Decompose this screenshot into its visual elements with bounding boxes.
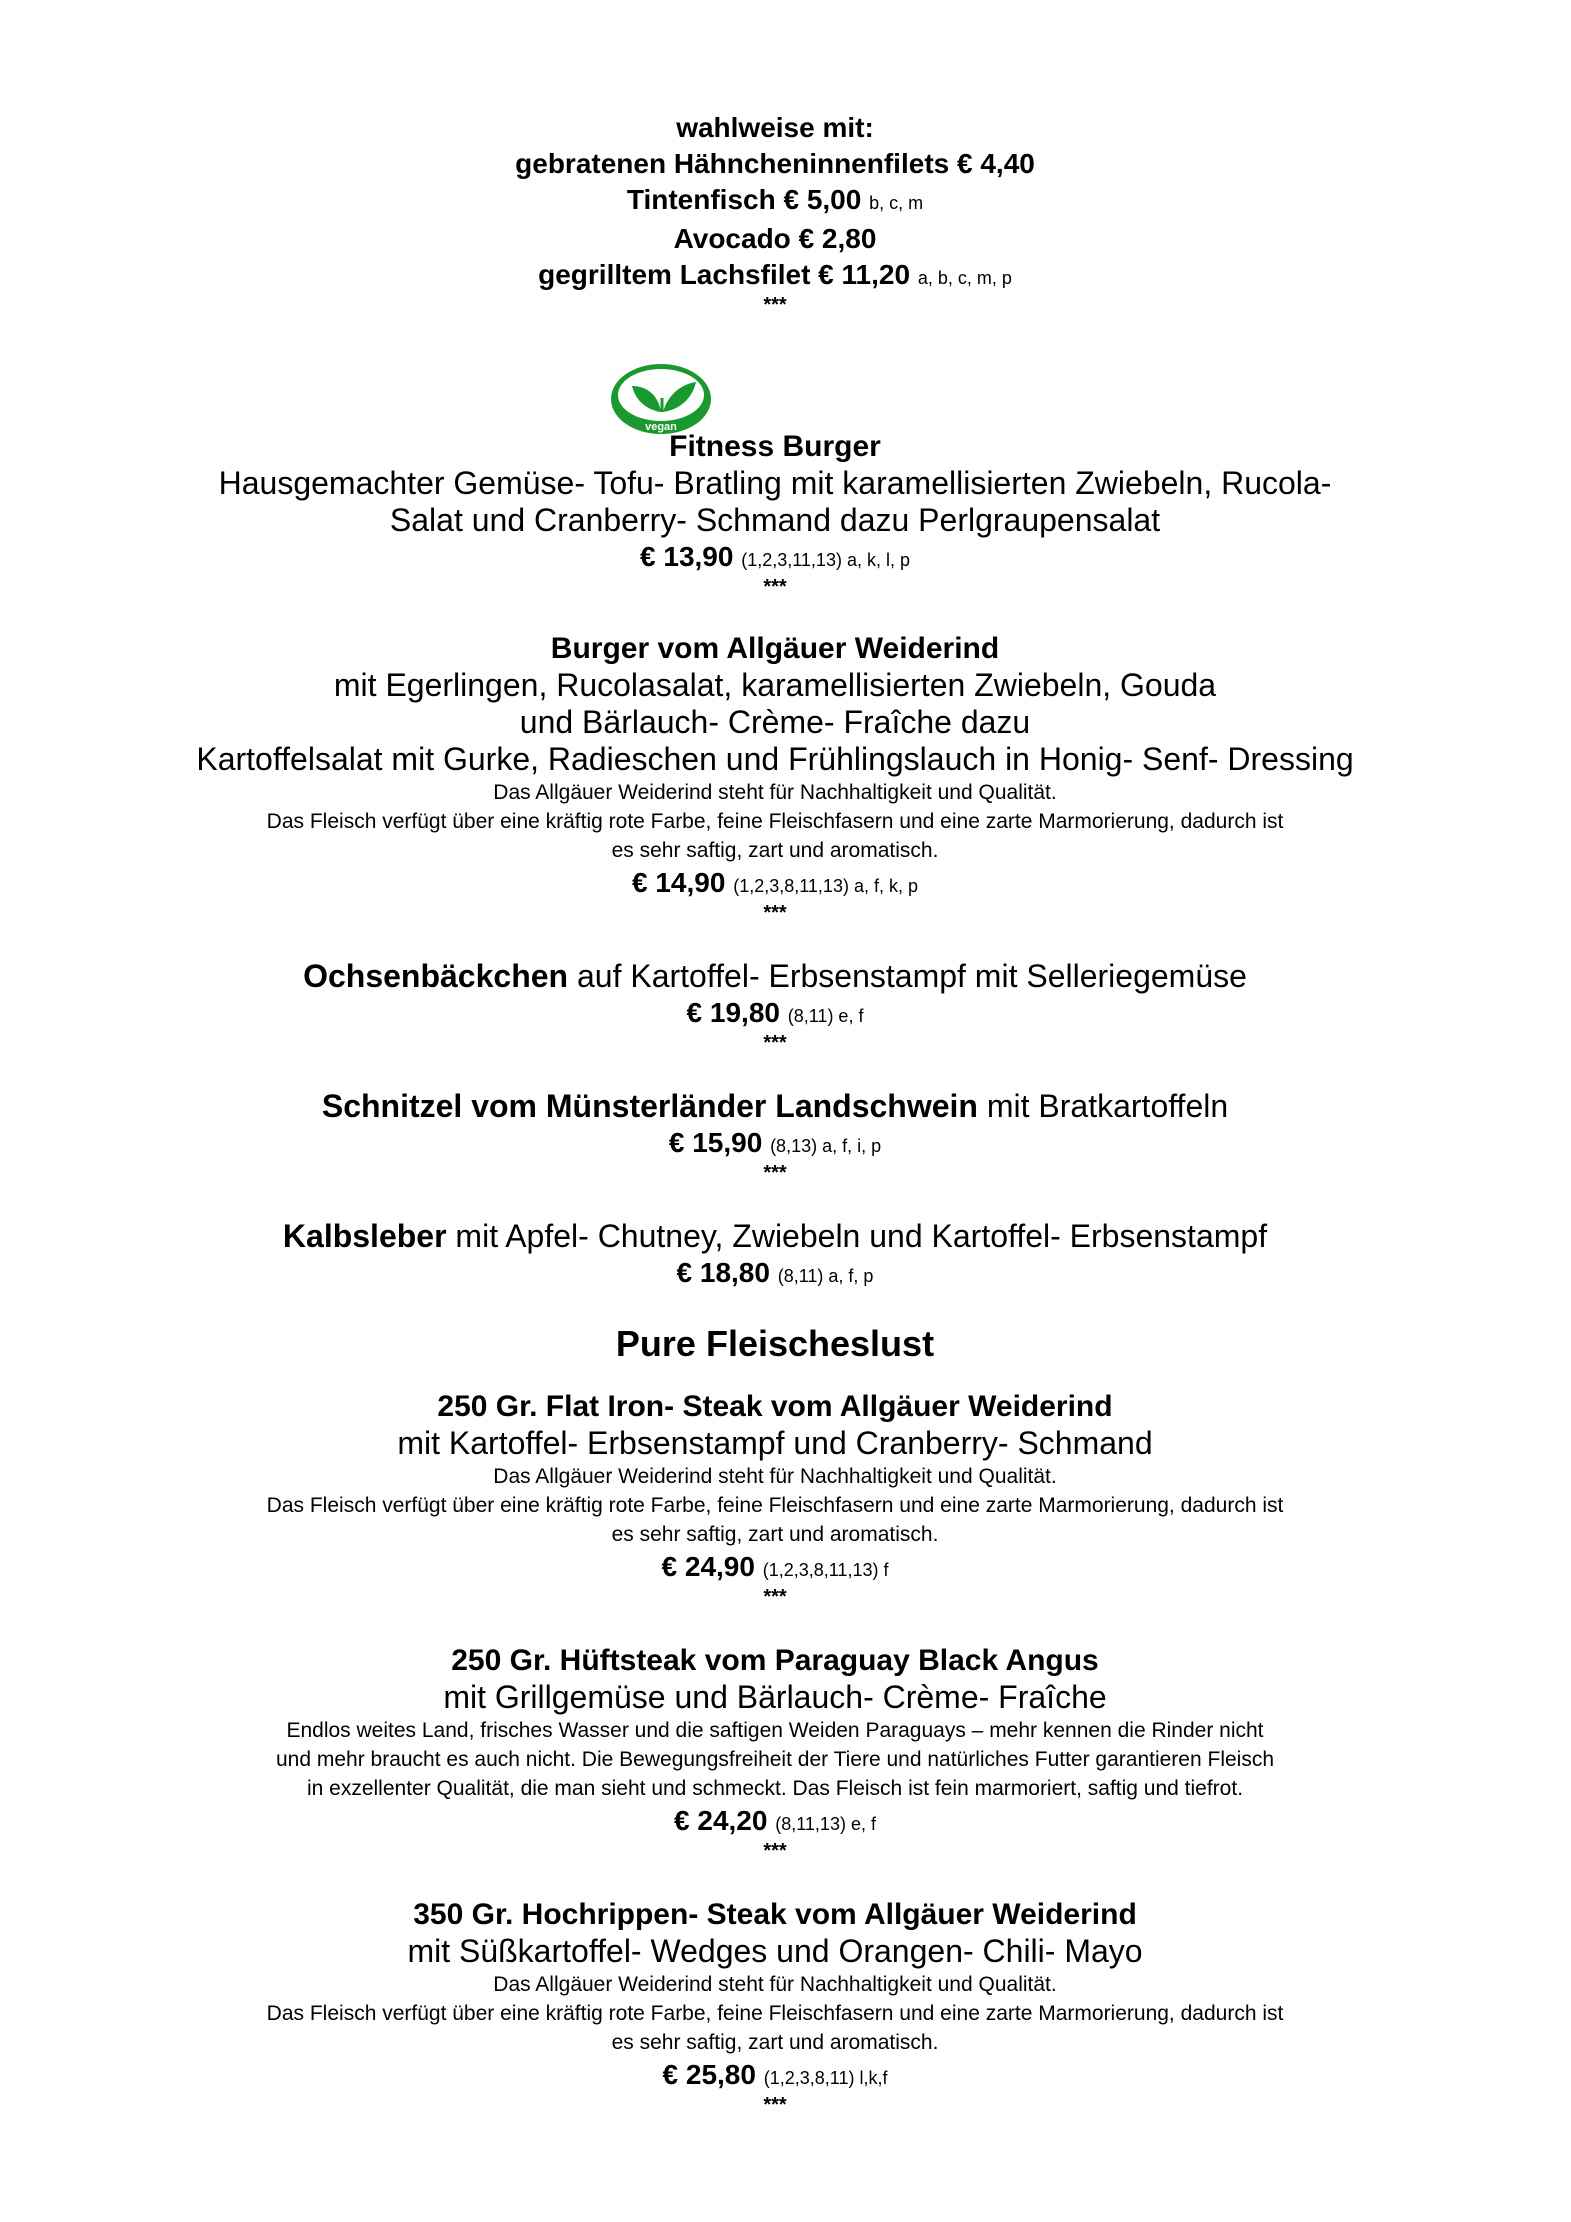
separator: *** bbox=[763, 1586, 787, 1608]
vegan-label: vegan bbox=[645, 421, 677, 433]
item-price-line bbox=[190, 1125, 1360, 1164]
section-title: Pure Fleischeslust bbox=[615, 1323, 935, 1364]
menu-column bbox=[190, 110, 1360, 2114]
allergen-codes: (8,13) a, f, i, p bbox=[770, 1136, 882, 1156]
item-note: es sehr saftig, zart und aromatisch. bbox=[611, 839, 939, 862]
item-note: es sehr saftig, zart und aromatisch. bbox=[611, 1523, 939, 1546]
item-description: Hausgemachter Gemüse- Tofu- Bratling mit karamellisierten Zwiebeln, Rucola- bbox=[218, 465, 1332, 501]
item-price-line bbox=[190, 1803, 1360, 1842]
hochrippen-steak-item bbox=[190, 1896, 1360, 2114]
fitness-burger-item bbox=[190, 356, 1360, 596]
item-description: Kartoffelsalat mit Gurke, Radieschen und Frühlingslauch in Honig- Senf- Dressing bbox=[196, 741, 1354, 777]
item-description: mit Grillgemüse und Bärlauch- Crème- Fraîche bbox=[443, 1679, 1107, 1715]
allergen-codes: (1,2,3,8,11,13) a, f, k, p bbox=[733, 876, 918, 896]
item-title: 250 Gr. Hüftsteak vom Paraguay Black Angus bbox=[451, 1644, 1099, 1677]
price: € 14,90 bbox=[632, 867, 726, 898]
separator: *** bbox=[763, 294, 787, 316]
item-note: Endlos weites Land, frisches Wasser und die saftigen Weiden Paraguays – mehr kennen die Rinder nicht bbox=[286, 1719, 1264, 1742]
item-note: Das Fleisch verfügt über eine kräftig rote Farbe, feine Fleischfasern und eine zarte Marmorierung, dadurch ist bbox=[266, 810, 1284, 833]
item-price-line bbox=[190, 2057, 1360, 2096]
item-note: in exzellenter Qualität, die man sieht und schmeckt. Das Fleisch ist fein marmoriert, saftig und tiefrot. bbox=[306, 1777, 1244, 1800]
item-description: und Bärlauch- Crème- Fraîche dazu bbox=[519, 704, 1031, 740]
separator: *** bbox=[763, 1840, 787, 1862]
item-title: Fitness Burger bbox=[669, 430, 881, 463]
item-note: und mehr braucht es auch nicht. Die Bewegungsfreiheit der Tiere und natürliches Futter garantieren Fleisch bbox=[275, 1748, 1275, 1771]
kalbsleber-item bbox=[190, 1218, 1360, 1294]
vegan-badge-row bbox=[190, 356, 1360, 436]
allergen-codes: (1,2,3,11,13) a, k, l, p bbox=[741, 550, 910, 570]
item-title: 250 Gr. Flat Iron- Steak vom Allgäuer Weiderind bbox=[437, 1390, 1113, 1423]
extras-option: gegrilltem Lachsfilet € 11,20 a, b, c, m, p bbox=[538, 259, 1012, 290]
extras-option: Tintenfisch € 5,00 b, c, m bbox=[626, 184, 924, 215]
item-note: Das Fleisch verfügt über eine kräftig rote Farbe, feine Fleischfasern und eine zarte Marmorierung, dadurch ist bbox=[266, 1494, 1284, 1517]
item-note: Das Fleisch verfügt über eine kräftig rote Farbe, feine Fleischfasern und eine zarte Marmorierung, dadurch ist bbox=[266, 2002, 1284, 2025]
item-note: es sehr saftig, zart und aromatisch. bbox=[611, 2031, 939, 2054]
ochsenbaeckchen-item bbox=[190, 958, 1360, 1052]
item-price-line bbox=[190, 865, 1360, 904]
item-note: Das Allgäuer Weiderind steht für Nachhaltigkeit und Qualität. bbox=[493, 781, 1057, 804]
item-description: Salat und Cranberry- Schmand dazu Perlgraupensalat bbox=[389, 502, 1161, 538]
price: € 24,90 bbox=[661, 1551, 755, 1582]
item-title: Burger vom Allgäuer Weiderind bbox=[550, 632, 1000, 665]
separator: *** bbox=[763, 902, 787, 924]
hueftsteak-item bbox=[190, 1642, 1360, 1860]
item-note: Das Allgäuer Weiderind steht für Nachhaltigkeit und Qualität. bbox=[493, 1973, 1057, 1996]
item-title: Schnitzel vom Münsterländer Landschwein mit Bratkartoffeln bbox=[321, 1088, 1229, 1124]
item-title: Ochsenbäckchen auf Kartoffel- Erbsenstampf mit Selleriegemüse bbox=[303, 958, 1247, 994]
price: € 19,80 bbox=[686, 997, 780, 1028]
price: € 25,80 bbox=[662, 2059, 756, 2090]
item-price-line bbox=[190, 1549, 1360, 1588]
allergen-codes: (8,11) e, f bbox=[787, 1006, 864, 1026]
extras-option: Avocado € 2,80 bbox=[673, 223, 877, 254]
allergen-codes: a, b, c, m, p bbox=[917, 268, 1012, 288]
price: € 15,90 bbox=[668, 1127, 763, 1158]
allergen-codes: (8,11,13) e, f bbox=[775, 1814, 876, 1834]
allergen-codes: (1,2,3,8,11,13) f bbox=[762, 1560, 889, 1580]
allgaeuer-burger-item bbox=[190, 630, 1360, 922]
item-price-line bbox=[190, 995, 1360, 1034]
item-title: Kalbsleber mit Apfel- Chutney, Zwiebeln und Kartoffel- Erbsenstampf bbox=[282, 1218, 1268, 1254]
price: € 18,80 bbox=[676, 1257, 770, 1288]
extras-block bbox=[190, 110, 1360, 314]
item-note: Das Allgäuer Weiderind steht für Nachhaltigkeit und Qualität. bbox=[493, 1465, 1057, 1488]
item-title: 350 Gr. Hochrippen- Steak vom Allgäuer Weiderind bbox=[413, 1898, 1137, 1931]
allergen-codes: (1,2,3,8,11) l,k,f bbox=[763, 2068, 888, 2088]
item-price-line bbox=[190, 1255, 1360, 1294]
allergen-codes: (8,11) a, f, p bbox=[777, 1266, 874, 1286]
vegan-leaf-icon bbox=[608, 362, 714, 436]
separator: *** bbox=[763, 1032, 787, 1054]
item-description: mit Kartoffel- Erbsenstampf und Cranberry- Schmand bbox=[397, 1425, 1153, 1461]
separator: *** bbox=[763, 2094, 787, 2116]
separator: *** bbox=[763, 576, 787, 598]
price: € 13,90 bbox=[640, 541, 734, 572]
item-description: mit Egerlingen, Rucolasalat, karamellisierten Zwiebeln, Gouda bbox=[333, 667, 1217, 703]
extras-heading: wahlweise mit: bbox=[676, 112, 874, 143]
separator: *** bbox=[763, 1162, 787, 1184]
price: € 24,20 bbox=[674, 1805, 768, 1836]
item-description: mit Süßkartoffel- Wedges und Orangen- Chili- Mayo bbox=[407, 1933, 1143, 1969]
allergen-codes: b, c, m bbox=[869, 193, 924, 213]
extras-option: gebratenen Hähncheninnenfilets € 4,40 bbox=[515, 148, 1035, 179]
flat-iron-steak-item bbox=[190, 1388, 1360, 1606]
item-price-line bbox=[190, 539, 1360, 578]
schnitzel-item bbox=[190, 1088, 1360, 1182]
